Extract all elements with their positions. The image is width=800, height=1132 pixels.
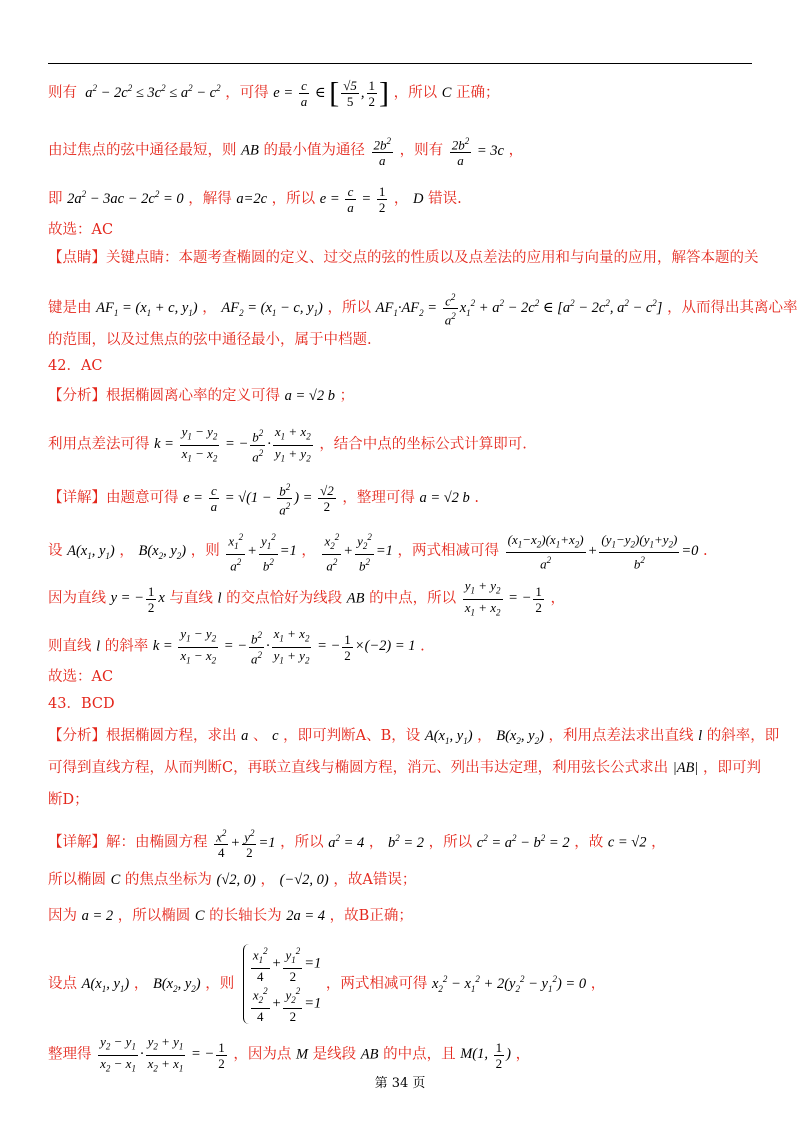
line-19: 断D； <box>48 792 89 808</box>
text: ， <box>393 190 409 207</box>
line-24: 整理得 $\frac{y_2 - y_1}{x_2 - x_1}$ · $\frac{y_2 + y_1}{x_2 + x_1}$ = − $\frac{1}{2}$ ，因为点 M 是线段 AB 的中点，且 M(1, $\frac{1}{2}$ ) ， <box>48 1034 531 1074</box>
text: AB <box>241 142 259 159</box>
text: ，则 <box>205 975 235 992</box>
text: 的交点恰好为线段 <box>226 590 343 607</box>
line-16: 43．BCD <box>48 696 115 712</box>
text: 【分析】根据椭圆方程，求出 <box>48 728 237 744</box>
text: ，两式相减可得 <box>397 542 499 559</box>
text: ，所以 <box>428 834 473 851</box>
text: 利用点差法可得 <box>48 436 150 453</box>
text: ， <box>133 975 149 992</box>
text: ， <box>651 834 666 851</box>
line-4: 故选：AC <box>48 222 114 238</box>
text: 【分析】根据椭圆离心率的定义可得 <box>48 388 280 404</box>
text: 整理得 <box>48 1046 92 1063</box>
text: . <box>420 638 425 655</box>
text: ，即可判 <box>703 760 761 776</box>
text: 的最小值为通径 <box>263 142 365 159</box>
text: 所以椭圆 <box>48 872 106 888</box>
text: ，所以 <box>327 300 371 317</box>
text: a=2c <box>236 190 268 207</box>
text: 正确； <box>456 84 500 101</box>
text: 则有 <box>48 84 77 101</box>
text: 的中点，所以 <box>369 590 457 607</box>
line-2: 由过焦点的弦中通径最短，则 AB 的最小值为通径 $\frac{2b^2}{a}$ ，则有 $\frac{2b^2}{a}$ = 3c ， <box>48 136 524 169</box>
text: 因为直线 <box>48 590 106 607</box>
text: D <box>413 190 424 207</box>
text: 则直线 <box>48 638 92 655</box>
line-8: 42．AC <box>48 358 103 374</box>
text: 的斜率，即 <box>706 728 780 744</box>
text: ，故A错误； <box>333 872 417 888</box>
line-10: 利用点差法可得 k = $\frac{y_1 - y_2}{x_1 - x_2}$ = − $\frac{b^2}{a^2}$ · $\frac{x_1 + x_2}{y_1 + y_2}$ ，结合中点的坐标公式计算即可. <box>48 424 527 464</box>
text: ，因为点 <box>233 1046 292 1063</box>
text: ，所以椭圆 <box>117 908 191 924</box>
line-18: 可得到直线方程，从而判断C，再联立直线与椭圆方程，消元、列出韦达定理，利用弦长公式求出 |AB| ，即可判 <box>48 760 761 776</box>
text: ，所以 <box>280 834 324 851</box>
text: ， <box>515 1046 531 1063</box>
text: 【详解】由题意可得 <box>48 490 179 507</box>
line-6: 键是由 $AF_1 = (x_1 + c$, $y_1$) ， $AF_2 = (x_1 - c$, $y_1$) ，所以 $AF_1\cdot AF_2$ = $\frac{c^2}{a^2}$ $x_1^2 + a^2 - 2c^2$ ∈ [$a^2 - 2c^2$, $a^2 - c^2$] ，从而得出其离心率 <box>48 292 798 328</box>
line-7: 的范围，以及过焦点的弦中通径最小，属于中档题. <box>48 332 372 348</box>
text: ， <box>119 542 134 559</box>
text: ，从而得出其离心率 <box>667 300 798 317</box>
page-number: 第 34 页 <box>374 1076 426 1091</box>
text: ， <box>590 975 606 992</box>
text: 由过焦点的弦中通径最短，则 <box>48 142 237 159</box>
text: ， <box>368 834 384 851</box>
text: 是线段 <box>312 1046 357 1063</box>
text: ， <box>202 300 217 317</box>
line-5 <box>48 248 759 268</box>
text: 键是由 <box>48 300 92 317</box>
line-11: 【详解】由题意可得 e = $\frac{c}{a}$ = √(1 − $\frac{b^2}{a^2}$ ) = $\frac{√2}{2}$ ，整理可得 a = √2 b . <box>48 482 480 518</box>
text: ， <box>260 872 275 888</box>
text: ，则有 <box>399 142 444 159</box>
text: ，故 <box>574 834 604 851</box>
line-22: 因为 a = 2 ，所以椭圆 C 的长轴长为 2a = 4 ，故B正确； <box>48 908 413 924</box>
text: ， <box>301 542 316 559</box>
text: . <box>474 490 480 507</box>
text: 即 <box>48 190 63 207</box>
text: ，利用点差法求出直线 <box>548 728 694 744</box>
line-3: 即 $2a^2 - 3ac - 2c^2 = 0$ ，解得 a=2c ，所以 e = $\frac{c}{a}$ = $\frac{1}{2}$ ， D 错误. <box>48 184 462 215</box>
text: 的长轴长为 <box>209 908 282 924</box>
text: 错误. <box>428 190 462 207</box>
line-20: 【详解】解：由椭圆方程 $\frac{x^2}{4}$ + $\frac{y^2}{2}$ =1 ，所以 $a^2 = 4$ ， $b^2 = 2$ ，所以 $c^2 = a^2 - b^2 = 2$ ，故 c = √2 ， <box>48 828 666 861</box>
text: 的斜率 <box>104 638 149 655</box>
text: ， <box>508 142 524 159</box>
text: 因为 <box>48 908 77 924</box>
line-1: 则有 $a^2 - 2c^2 \le 3c^2 \le a^2 - c^2$ ，可得 e = $\frac{c}{a}$ ∈ [ $\frac{√5}{5}$ , $\frac{1}{2}$ ] ，所以 C 正确； <box>48 76 500 110</box>
line-15: 故选：AC <box>48 669 114 685</box>
text: ，结合中点的坐标公式计算即可. <box>319 436 527 453</box>
text: ， <box>550 590 565 607</box>
text: ，解得 <box>188 190 232 207</box>
text: 的中点，且 <box>383 1046 456 1063</box>
text: 与直线 <box>169 590 213 607</box>
text: ，故B正确； <box>329 908 413 924</box>
text: ，所以 <box>271 190 316 207</box>
text: ； <box>339 388 355 404</box>
text: ，即可判断A、B，设 <box>283 728 421 744</box>
text: ，可得 <box>225 84 269 101</box>
text: ，整理可得 <box>342 490 415 507</box>
text: ， <box>477 728 492 744</box>
text: ，则 <box>190 542 220 559</box>
text: 设 <box>48 542 63 559</box>
header-rule <box>48 63 752 64</box>
text: 设点 <box>48 975 77 992</box>
text: 【详解】解：由椭圆方程 <box>48 834 208 851</box>
text: ，两式相减可得 <box>325 975 428 992</box>
text: 可得到直线方程，从而判断C，再联立直线与椭圆方程，消元、列出韦达定理，利用弦长公式求出 <box>48 760 669 776</box>
text: 【点睛】关键点睛：本题考查椭圆的定义、过交点的弦的性质以及点差法的应用和与向量的应用，解答本题的关 <box>48 250 759 266</box>
line-21: 所以椭圆 C 的焦点坐标为 (√2, 0) ， (−√2, 0) ，故A错误； <box>48 872 417 888</box>
text: ，所以 <box>393 84 438 101</box>
line-9: 【分析】根据椭圆离心率的定义可得 a = √2 b ； <box>48 388 355 404</box>
line-13: 因为直线 y = − $\frac{1}{2}$ x 与直线 l 的交点恰好为线段 AB 的中点，所以 $\frac{y_1 + y_2}{x_1 + x_2}$ = − $\frac{1}{2}$ ， <box>48 578 565 618</box>
text: 、 <box>252 728 268 744</box>
text: C <box>441 84 452 101</box>
line-12: 设 $A(x_1$, $y_1$) ， $B(x_2$, $y_2$) ，则 $\frac{x_1^2}{a^2}$ + $\frac{y_1^2}{b^2}$ =1 ， $\frac{x_2^2}{a^2}$ + $\frac{y_2^2}{b^2}$ =1 ，两式相减可得 $\frac{(x_1-x_2)(x_1+x_2)}{a^2}$ + $\frac{(y_1-y_2)(y_1+y_2)}{b^2}$ =0 . <box>48 531 708 574</box>
line-17: 【分析】根据椭圆方程，求出 a 、 c ，即可判断A、B，设 $A(x_1$, $y_1$) ， $B(x_2$, $y_2$) ，利用点差法求出直线 l 的斜率，即 <box>48 728 780 746</box>
text: . <box>703 542 708 559</box>
line-23: 设点 $A(x_1$, $y_1$) ， $B(x_2$, $y_2$) ，则 $\frac{x_1^2}{4}$ + $\frac{y_1^2}{2}$ =1 $\frac{x_2^2}{4}$ + $\frac{y_2^2}{2}$ =1 ，两式相减可得 $x_2^2 - x_1^2 + 2(y_2^2 - y_1^2) = 0$ ， <box>48 946 606 1024</box>
text: 的焦点坐标为 <box>124 872 212 888</box>
line-14: 则直线 l 的斜率 k = $\frac{y_1 - y_2}{x_1 - x_2}$ = − $\frac{b^2}{a^2}$ · $\frac{x_1 + x_2}{y_1 + y_2}$ = − $\frac{1}{2}$ ×(−2) = 1 . <box>48 626 425 666</box>
